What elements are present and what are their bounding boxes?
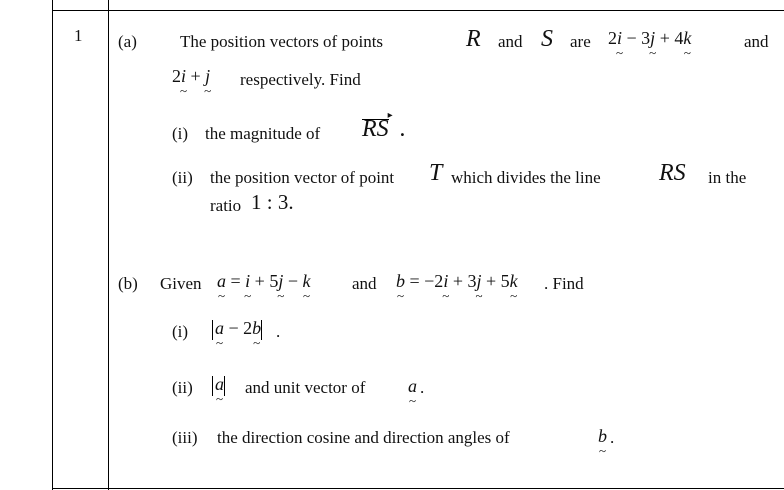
- part-a-i-label: (i): [172, 124, 189, 143]
- part-b-find: . Find: [544, 274, 584, 293]
- magnitude-a-minus-2b: a ~ − 2b ~: [212, 318, 264, 340]
- line-rs: RS: [659, 160, 686, 186]
- part-a-i-dot: .: [400, 116, 406, 142]
- point-s: S: [541, 26, 553, 52]
- ratio-value: 1 : 3.: [251, 190, 294, 214]
- are-word: are: [570, 32, 591, 51]
- unit-vector-a: a ~: [408, 376, 417, 397]
- part-a-ii-text1: the position vector of point: [210, 168, 395, 187]
- left-border: [52, 0, 53, 490]
- part-b-i-dot: .: [276, 322, 281, 341]
- and-word-2: and: [744, 32, 769, 51]
- vector-r: 2i ~ − 3j ~ + 4k ~: [608, 28, 691, 49]
- part-b-ii-text: and unit vector of: [245, 378, 366, 397]
- part-b-ii-label: (ii): [172, 378, 193, 397]
- vector-b: b ~: [598, 426, 607, 447]
- vector-b-definition: b ~ = −2i ~ + 3j ~ + 5k ~: [396, 271, 518, 292]
- vector-s: 2i ~ + j ~: [172, 66, 210, 87]
- part-b-iii-text: the direction cosine and direction angles of: [217, 428, 510, 447]
- bottom-border: [52, 488, 784, 489]
- part-b-iii-dot: .: [610, 428, 615, 447]
- and-word-b: and: [352, 274, 377, 293]
- respectively-find: respectively. Find: [240, 70, 361, 89]
- vector-rs: RS ▸: [362, 116, 389, 143]
- magnitude-a: a ~: [212, 374, 227, 396]
- point-r: R: [466, 26, 481, 52]
- part-b-ii-dot: .: [420, 378, 425, 397]
- part-b-iii-label: (iii): [172, 428, 198, 447]
- part-a-ii-label: (ii): [172, 168, 193, 187]
- question-number: 1: [74, 26, 83, 45]
- and-word: and: [498, 32, 523, 51]
- column-divider: [108, 0, 109, 490]
- ratio-word: ratio: [210, 196, 242, 215]
- given-word: Given: [160, 274, 202, 293]
- top-border: [52, 10, 784, 11]
- vector-a-definition: a ~ = i ~ + 5j ~ − k ~: [217, 271, 311, 292]
- part-b-label: (b): [118, 274, 138, 293]
- part-a-ii-text3: in the: [708, 168, 747, 187]
- part-a-i-text: the magnitude of: [205, 124, 321, 143]
- part-a-intro: The position vectors of points: [180, 32, 384, 51]
- part-a-label: (a): [118, 32, 137, 51]
- part-a-ii-text2: which divides the line: [451, 168, 601, 187]
- part-b-i-label: (i): [172, 322, 189, 341]
- point-t: T: [429, 160, 443, 186]
